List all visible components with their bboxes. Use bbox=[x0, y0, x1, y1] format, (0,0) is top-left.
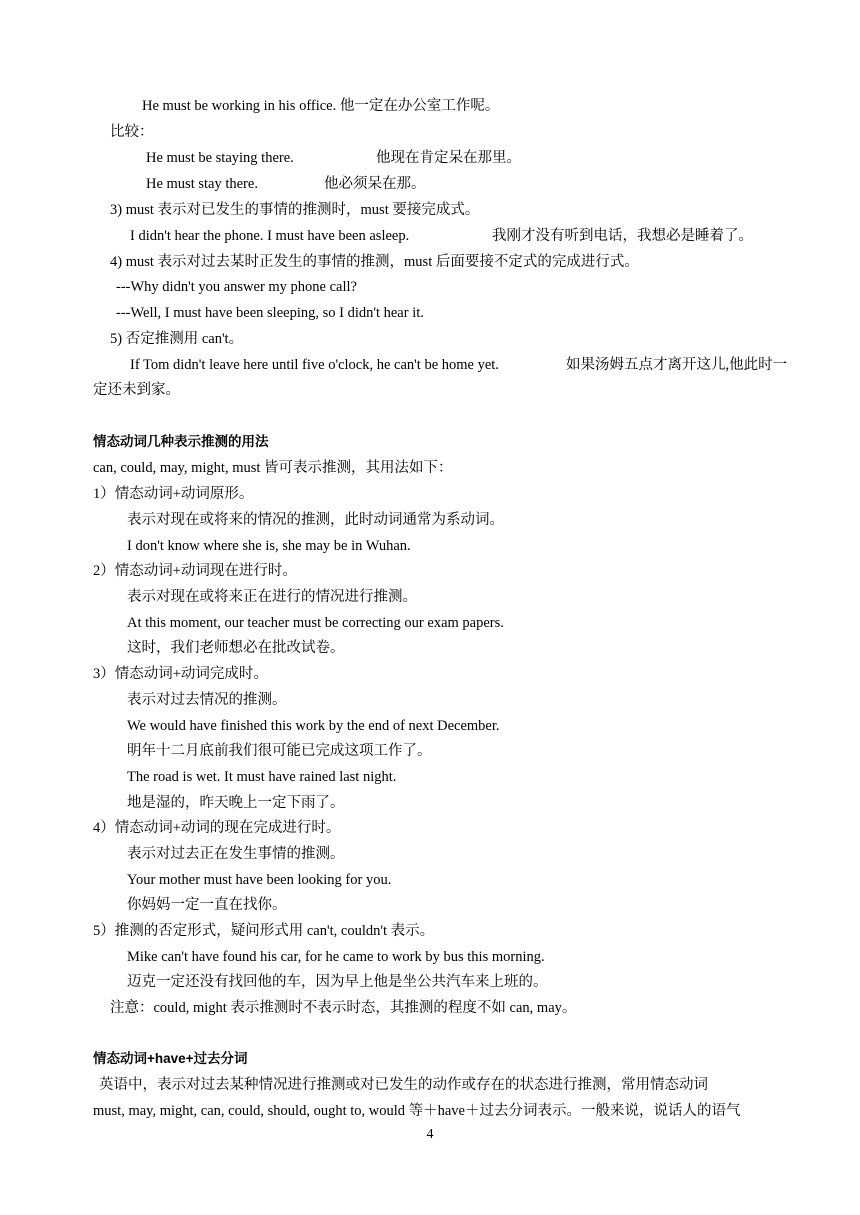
text-line: We would have finished this work by the end of next December. bbox=[127, 718, 500, 734]
text-line: I don't know where she is, she may be in Wuhan. bbox=[127, 538, 411, 554]
text-line: I didn't hear the phone. I must have been asleep. bbox=[130, 228, 410, 244]
text-line: 4）情态动词+动词的现在完成进行时。 bbox=[93, 820, 341, 836]
text-line: 表示对过去正在发生事情的推测。 bbox=[127, 846, 345, 862]
text-line: 他现在肯定呆在那里。 bbox=[376, 150, 521, 166]
text-line: 表示对现在或将来的情况的推测，此时动词通常为系动词。 bbox=[127, 512, 504, 528]
text-line: 你妈妈一定一直在找你。 bbox=[127, 897, 287, 913]
text-line: 4) must 表示对过去某时正发生的事情的推测，must 后面要接不定式的完成进行式。 bbox=[110, 254, 639, 270]
text-line: 表示对过去情况的推测。 bbox=[127, 692, 287, 708]
text-line: If Tom didn't leave here until five o'clock, he can't be home yet. bbox=[130, 357, 499, 373]
text-line: 5）推测的否定形式，疑问形式用 can't, couldn't 表示。 bbox=[93, 923, 435, 939]
text-line: Your mother must have been looking for you. bbox=[127, 872, 392, 888]
text-line: 比较： bbox=[110, 124, 154, 140]
page-number: 4 bbox=[426, 1127, 434, 1142]
text-line: 定还未到家。 bbox=[93, 382, 180, 398]
text-line: 2）情态动词+动词现在进行时。 bbox=[93, 563, 297, 579]
text-line: 表示对现在或将来正在进行的情况进行推测。 bbox=[127, 589, 417, 605]
text-line: 5) 否定推测用 can't。 bbox=[110, 331, 244, 347]
text-line: 这时，我们老师想必在批改试卷。 bbox=[127, 640, 345, 656]
text-line: 地是湿的，昨天晚上一定下雨了。 bbox=[127, 795, 345, 811]
text-line: 如果汤姆五点才离开这儿,他此时一 bbox=[566, 357, 788, 373]
text-line: He must stay there. bbox=[146, 176, 258, 192]
text-line: Mike can't have found his car, for he came to work by bus this morning. bbox=[127, 949, 545, 965]
text-line: He must be staying there. bbox=[146, 150, 294, 166]
text-line: At this moment, our teacher must be correcting our exam papers. bbox=[127, 615, 504, 631]
text-line: 1）情态动词+动词原形。 bbox=[93, 486, 254, 502]
text-line: 迈克一定还没有找回他的车，因为早上他是坐公共汽车来上班的。 bbox=[127, 974, 548, 990]
text-line: can, could, may, might, must 皆可表示推测，其用法如下： bbox=[93, 460, 453, 476]
text-line: 他必须呆在那。 bbox=[324, 176, 426, 192]
text-line: 英语中，表示对过去某种情况进行推测或对已发生的动作或存在的状态进行推测，常用情态动词 bbox=[99, 1077, 708, 1093]
text-line: The road is wet. It must have rained last night. bbox=[127, 769, 397, 785]
text-line: 明年十二月底前我们很可能已完成这项工作了。 bbox=[127, 743, 432, 759]
text-line: ---Well, I must have been sleeping, so I didn't hear it. bbox=[116, 305, 424, 321]
text-line: ---Why didn't you answer my phone call? bbox=[116, 279, 357, 295]
section-heading: 情态动词几种表示推测的用法 bbox=[93, 434, 269, 449]
text-line: 3) must 表示对已发生的事情的推测时，must 要接完成式。 bbox=[110, 202, 480, 218]
text-line: 我刚才没有听到电话，我想必是睡着了。 bbox=[492, 228, 753, 244]
section-heading: 情态动词+have+过去分词 bbox=[93, 1051, 248, 1066]
text-line: 3）情态动词+动词完成时。 bbox=[93, 666, 268, 682]
text-line: must, may, might, can, could, should, ought to, would 等＋have＋过去分词表示。一般来说，说话人的语气 bbox=[93, 1103, 741, 1119]
text-line: He must be working in his office. 他一定在办公室工作呢。 bbox=[142, 98, 500, 114]
text-line: 注意：could, might 表示推测时不表示时态，其推测的程度不如 can, may。 bbox=[110, 1000, 577, 1016]
